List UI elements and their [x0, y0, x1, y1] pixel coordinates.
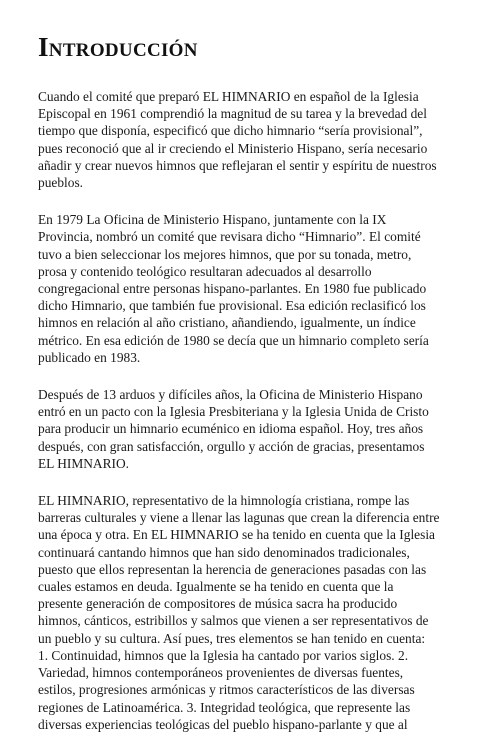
page-title: Introducción: [38, 32, 198, 62]
paragraph-2: En 1979 La Oficina de Ministerio Hispano, juntamente con la IX Provincia, nombró un comité que revisara dicho “Himnario”. El comité tuvo a bien seleccionar los mejores himnos, que por su tonada, metro, prosa y contenido teológico resultaran adecuados al desarrollo congregacional entre personas hispano-parlantes. En 1980 fue publicado dicho Himnario, que también fue provisional. Esa edición reclasificó los himnos en relación al año cristiano, añandiendo, igualmente, un índice métrico. En esa edición de 1980 se decía que un himnario completo sería publicado en 1983.: [38, 212, 429, 365]
paragraph-1: Cuando el comité que preparó EL HIMNARIO en español de la Iglesia Episcopal en 1961 comprendió la magnitud de su tarea y la brevedad del tiempo que disponía, especificó que dicho himnario “sería provisional”, pues reconoció que al ir creciendo el Ministerio Hispano, sería necesario añadir y crear nuevos himnos que reflejaran el sentir y espíritu de nuestros pueblos.: [38, 89, 437, 191]
paragraph-4: EL HIMNARIO, representativo de la himnología cristiana, rompe las barreras culturales y viene a llenar las lagunas que crean la diferencia entre una época y otra. En EL HIMNARIO se ha tenido en cuenta que la Iglesia continuará cantando himnos que han sido denominados tradicionales, puesto que ellos representan la herencia de generaciones pasadas con las cuales estamos en deuda. Igualmente se ha tenido en cuenta que la presente generación de compositores de música sacra ha producido himnos, cánticos, estribillos y salmos que vienen a ser representativos de un pueblo y su cultura. Así pues, tres elementos se han tenido en cuenta: 1. Continuidad, himnos que la Iglesia ha cantado por varios siglos. 2. Variedad, himnos contemporáneos provenientes de diversas fuentes, estilos, progresiones armónicas y ritmos característicos de las diversas regiones de Latinoamérica. 3. Integridad teológica, que represente las diversas experiencias teológicas del pueblo hispano-parlante y que al: [38, 493, 440, 732]
paragraph-3: Después de 13 arduos y difíciles años, la Oficina de Ministerio Hispano entró en un pacto con la Iglesia Presbiteriana y la Iglesia Unida de Cristo para producir un himnario ecuménico en idioma español. Hoy, tres años después, con gran satisfacción, orgullo y acción de gracias, presentamos EL HIMNARIO.: [38, 387, 429, 471]
